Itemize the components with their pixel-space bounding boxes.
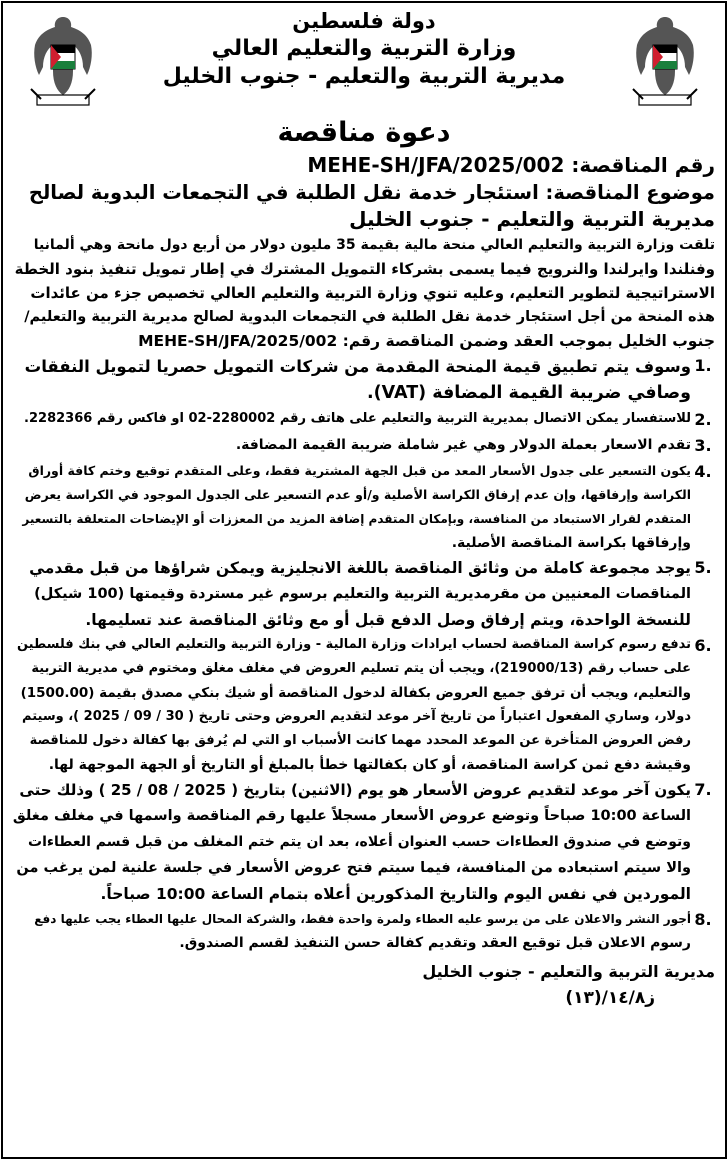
palestinian-eagle-emblem-icon: [27, 11, 99, 109]
intro-line: الاستراتيجية لتطوير التعليم، وعليه تنوي وزارة التربية والتعليم العالي تخصيص جزء من عائدات: [30, 284, 715, 302]
item-line: أجور النشر والاعلان على من يرسو عليه العطاء ولمرة واحدة فقط، والشركة المحال عليها العطاء يجب عليها دفع: [34, 912, 691, 926]
intro-line: وفنلندا وايرلندا والنرويج فيما يسمى بشركاء التمويل المشترك في إطار تمويل تنفيذ بنود الخطة: [14, 260, 715, 278]
item-line: رسوم الاعلان قبل توقيع العقد وتقديم كفالة حسن التنفيذ لقسم الصندوق.: [179, 935, 691, 951]
subject-line-2: مديرية التربية والتعليم - جنوب الخليل: [349, 207, 715, 231]
subject-line-1: موضوع المناقصة: استئجار خدمة نقل الطلبة في التجمعات البدوية لصالح: [28, 181, 715, 204]
item-line: المتقدم لقرار الاستبعاد من المنافسة، وبإمكان المتقدم إضافة المزيد من المعززات أو الإيضاحات المتعلقة بالتسعير: [22, 512, 691, 526]
item-line: وتوضع في صندوق العطاءات حسب العنوان أعلاه، بعد ان يتم ختم المغلف من قبل قسم العطاءات: [28, 834, 691, 850]
tender-content: [3, 152, 725, 1011]
intro-line: هذه المنحة من أجل استئجار خدمة نقل الطلبة في التجمعات البدوية لصالح مديرية التربية والتعليم/: [24, 309, 715, 325]
item-line: والتعليم، ويجب أن ترفق جميع العروض بكفالة لدخول المناقصة أو شيك بنكي مصدق بقيمة (1500.00): [20, 685, 691, 701]
item-line: وسوف يتم تطبيق قيمة المنحة المقدمة من شركات التمويل حصريا لتمويل النفقات: [24, 357, 691, 376]
item-number: .7: [694, 780, 712, 799]
item-line: الساعة 10:00 صباحاً وتوضع عروض الأسعار مسجلاً عليها رقم المناقصة واسمها في مغلف مغلق: [13, 808, 691, 824]
ministry-name: وزارة التربية والتعليم العالي: [211, 36, 517, 61]
item-line: على حساب رقم (219000/13)، ويجب أن يتم تسليم العروض في مغلف مغلق ومختوم في مديرية التربية: [31, 661, 691, 676]
item-number: .3: [694, 436, 712, 455]
tender-number-label: رقم المناقصة:: [571, 153, 715, 177]
item-line: وإرفاقها بكراسة المناقصة الأصلية.: [451, 535, 691, 551]
item-line: الكراسة وإرفاقها، وإن عدم إرفاق الكراسة الأصلية و/أو عدم التسعير على الجدول الموجود في الكراسة يعرض: [24, 487, 691, 502]
condition-item: [13, 633, 715, 777]
item-number: .6: [694, 636, 712, 655]
item-line: يكون التسعير على جدول الأسعار المعد من قبل الجهة المشترية فقط، وعلى المتقدم توقيع وختم كافة أوراق: [28, 463, 691, 478]
item-number: .8: [694, 910, 712, 929]
condition-item: [13, 353, 715, 407]
publication-reference: ز١٤/٨/(١٣): [565, 988, 655, 1008]
item-line: المناقصات المعنيين من مقرمديرية التربية والتعليم برسوم غير مستردة وقيمتها (100 شيكل): [34, 586, 691, 602]
item-line: والا سيتم استبعاده من المنافسة، فيما سيتم فتح عروض الأسعار في جلسة علنية لمن يرغب من: [16, 860, 691, 876]
item-number: .1: [694, 356, 712, 375]
item-line: الموردين في نفس اليوم والتاريخ المذكورين أعلاه بتمام الساعة 10:00 صباحاً.: [100, 885, 691, 903]
conditions-list: [13, 353, 715, 955]
item-line: للنسخة الواحدة، ويتم إرفاق وصل الدفع قبل أو مع وثائق المناقصة عند تسليمها.: [85, 611, 691, 629]
page-title: دعوة مناقصة: [277, 117, 451, 148]
palestinian-eagle-emblem-icon: [629, 11, 701, 109]
directorate-name: مديرية التربية والتعليم - جنوب الخليل: [162, 64, 566, 89]
condition-item: [13, 555, 715, 633]
tender-number: [13, 152, 715, 179]
item-line: تدفع رسوم كراسة المناقصة لحساب ايرادات وزارة المالية - وزارة التربية والتعليم العالي في بنك فلسطين: [16, 637, 691, 652]
tender-number-value: MEHE-SH/JFA/2025/002: [307, 153, 565, 177]
condition-item: [13, 907, 715, 955]
item-line: دولار، وساري المفعول اعتباراً من تاريخ آخر موعد لتقديم العروض وحتى تاريخ ( 30 / 09 / 2025 )، وسيتم: [22, 709, 691, 724]
item-line: وصافي ضريبة القيمة المضافة (VAT).: [367, 383, 691, 403]
item-line: يوجد مجموعة كاملة من وثائق المناقصة باللغة الانجليزية ويمكن شراؤها من قبل مقدمي: [29, 559, 691, 577]
condition-item: [13, 433, 715, 459]
organization-names: [123, 7, 605, 91]
signature: مديرية التربية والتعليم - جنوب الخليل: [422, 962, 715, 981]
item-number: .2: [694, 410, 712, 429]
intro-line: تلقت وزارة التربية والتعليم العالي منحة مالية بقيمة 35 مليون دولار من أربع دول مانحة وهي ألمانيا: [33, 237, 715, 253]
item-line: للاستفسار يمكن الاتصال بمديرية التربية والتعليم على هاتف رقم 2280002-02 او فاكس رقم 2282366.: [24, 411, 691, 426]
footer: [13, 959, 715, 1011]
tender-advertisement: [1, 1, 727, 1159]
item-number: .5: [694, 558, 712, 577]
condition-item: [13, 459, 715, 555]
intro-paragraph: [13, 233, 715, 353]
item-line: تقدم الاسعار بعملة الدولار وهي غير شاملة ضريبة القيمة المضافة.: [235, 437, 691, 453]
header: [3, 3, 725, 111]
item-number: .4: [694, 462, 712, 481]
condition-item: [13, 407, 715, 433]
item-line: رفض العروض المتأخرة عن الموعد المحدد مهما كانت الأسباب او التي لم يُرفق بها كفالة دخول للمناقصة: [29, 733, 691, 748]
item-line: يكون آخر موعد لتقديم عروض الأسعار هو يوم (الاثنين) بتاريخ ( 2025 / 08 / 25 ) وذلك حتى: [19, 781, 691, 799]
condition-item: [13, 777, 715, 907]
item-line: وقيشة دفع ثمن كراسة المناقصة، أو كان بكفالتها خطأ بالمبلغ أو التاريخ أو الجهة الموجهة لها.: [48, 757, 691, 773]
state-name: دولة فلسطين: [292, 9, 436, 33]
intro-line: جنوب الخليل بموجب العقد وضمن المناقصة رقم: MEHE-SH/JFA/2025/002: [138, 332, 715, 350]
